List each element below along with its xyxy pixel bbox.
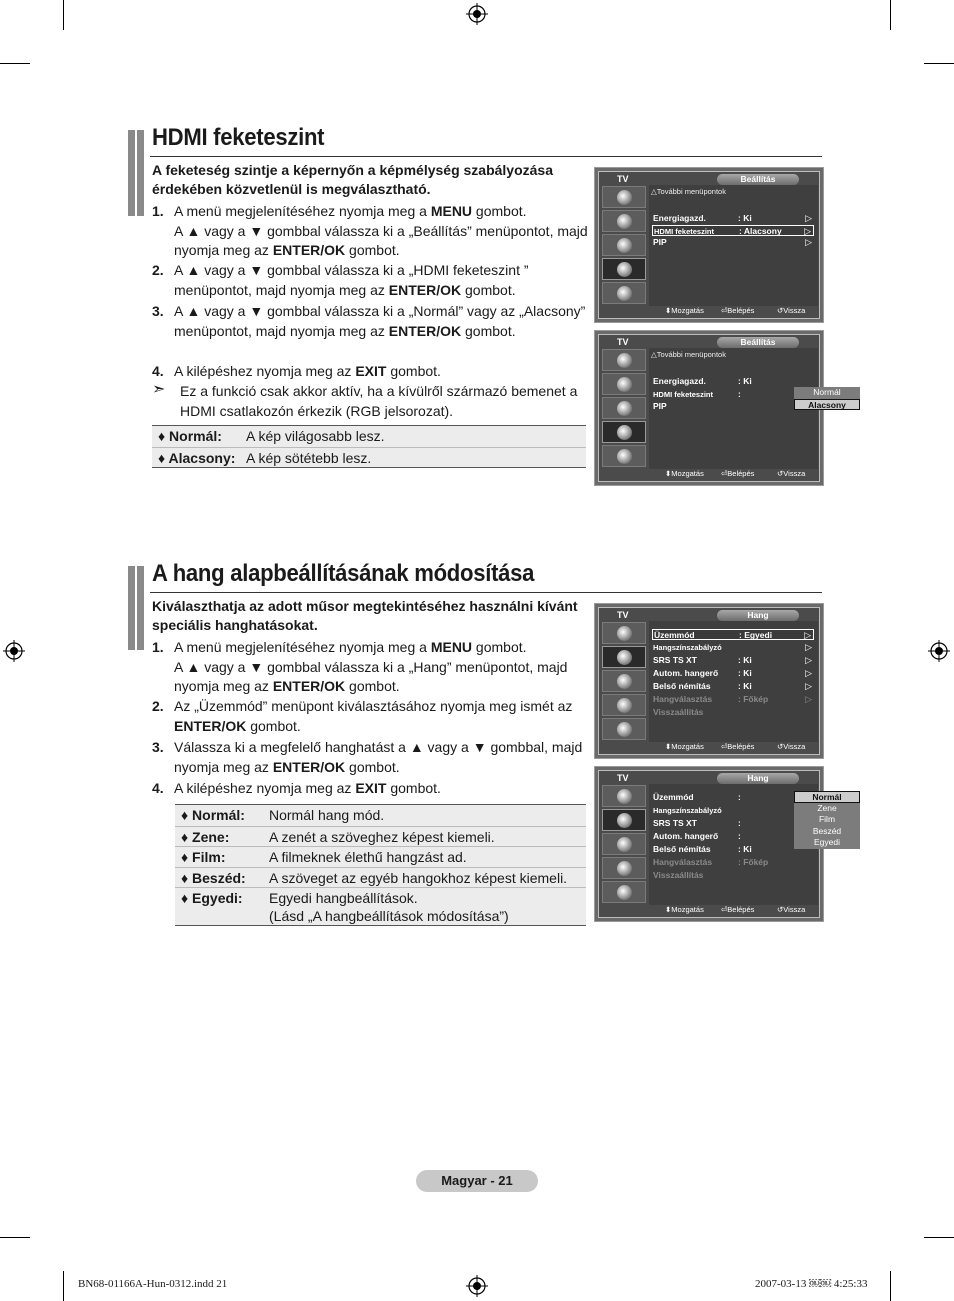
option-popup[interactable] [794,791,860,849]
registration-mark-icon [466,1275,488,1297]
menu-footer: ⬍ Mozgatás ⏎ Belépés ↺ Vissza [665,306,806,315]
section-title: HDMI feketeszint [152,124,325,151]
picture-icon [602,349,646,371]
section-bar [128,566,144,650]
menu-item[interactable]: Hangszínszabályzó ▷ [653,642,812,652]
menu-item[interactable]: Hangszínszabályzó [653,806,722,815]
menu-footer: ⬍ Mozgatás ⏎ Belépés ↺ Vissza [665,742,806,751]
menu-item[interactable]: SRS TS XT : [653,818,741,828]
menu-item[interactable]: Autom. hangerő : [653,831,741,841]
input-icon [602,718,646,740]
section-intro: Kiválaszthatja az adott műsor megtekintéséhez használni kívánt speciális hanghatásokat. [152,598,578,633]
section-title: A hang alapbeállításának módosítása [152,560,535,587]
tv-menu-screen: TV Hang Üzemmód : Hangszínszabályzó SRS TS XT : Autom. hangerő : Belső némítás : Ki Hangválasztás : Főkép Visszaállítás Normál Zene Film Beszéd Egyedi ⬍ Mozgatás ⏎ Belépés ↺ Vissza [594,766,824,922]
note: ➣ Ez a funkció csak akkor aktív, ha a kívülről származó bemenet a HDMI csatlakozón érkezik (RGB jelsorozat). [152,381,578,419]
crop-mark [890,1271,891,1301]
step-2: 2. A ▲ vagy a ▼ gombbal válassza ki a „HDMI feketeszint ” menüpontot, majd nyomja meg az ENTER/OK gombot. [152,262,529,298]
step-1: 1. A menü megjelenítéséhez nyomja meg a MENU gombot. A ▲ vagy a ▼ gombbal válassza ki a „Hang” menüpontot, majd nyomja meg az ENTER/OK gombot. [152,639,568,694]
setup-icon [602,258,646,280]
channel-icon [602,833,646,855]
setup-icon [602,694,646,716]
input-icon [602,282,646,304]
menu-item[interactable]: Belső némítás : Ki ▷ [653,681,812,691]
popup-option[interactable]: Egyedi [814,837,840,847]
crop-mark [63,1271,64,1301]
sound-icon [602,646,646,668]
popup-option[interactable]: Film [818,814,836,824]
sound-icon [602,210,646,232]
menu-item-selected[interactable]: Üzemmód : Egyedi ▷ [652,629,814,640]
popup-option-selected[interactable]: Alacsony [794,399,860,411]
picture-icon [602,186,646,208]
option-row: ♦ Alacsony: A kép sötétebb lesz. [152,447,586,468]
tv-menu-screen: TV Hang Üzemmód : Egyedi ▷ Hangszínszabályzó ▷ SRS TS XT : Ki ▷ Autom. hangerő : Ki ▷ Belső némítás : Ki ▷ Hangválasztás : Főkép ▷ Visszaállítás ⬍ Mozgatás ⏎ Belépés ↺ Vissza [594,603,824,759]
channel-icon [602,234,646,256]
setup-icon [602,857,646,879]
menu-footer: ⬍ Mozgatás ⏎ Belépés ↺ Vissza [665,469,806,478]
step-1: 1. A menü megjelenítéséhez nyomja meg a MENU gombot. A ▲ vagy a ▼ gombbal válassza ki a „Beállítás” menüpontot, majd nyomja meg az ENTER/OK gombot. [152,203,588,258]
option-row: ♦ Normál: A kép világosabb lesz. [158,428,385,444]
crop-mark [890,0,891,30]
crop-mark [63,0,64,30]
crop-mark [0,1237,30,1238]
section-bar [128,130,144,216]
picture-icon [602,622,646,644]
menu-item[interactable]: PIP ▷ [653,237,812,247]
menu-item[interactable]: Belső némítás : Ki [653,844,752,854]
section-intro: A feketeség szintje a képernyőn a képmélység szabályozása érdekében közvetlenül is megválasztható. [152,162,554,197]
step-2: 2. Az „Üzemmód” menüpont kiválasztásához nyomja meg ismét az ENTER/OK gombot. [152,698,573,734]
crop-mark [0,63,30,64]
menu-item-disabled: Hangválasztás : Főkép [653,857,769,867]
note-arrow-icon: ➣ [152,381,166,398]
section-rule [150,156,822,157]
menu-item[interactable]: Üzemmód : [653,792,741,802]
step-4: 4. A kilépéshez nyomja meg az EXIT gombot. [152,780,441,796]
option-row: ♦ Egyedi: Egyedi hangbeállítások. (Lásd „A hangbeállítások módosítása”) [175,887,586,925]
menu-item[interactable]: HDMI feketeszint : [653,389,741,399]
menu-item[interactable]: Energiagazd. : Ki ▷ [653,213,812,223]
menu-icons [600,185,648,306]
popup-option[interactable]: Beszéd [812,825,842,836]
options-table [175,804,586,926]
input-icon [602,881,646,903]
tv-menu-screen: TV Beállítás △További menüpontok Energiagazd. : Ki ▷ HDMI feketeszint : Alacsony ▷ PIP ▷ ⬍ Mozgatás ⏎ Belépés ↺ Vissza [594,167,824,323]
menu-item[interactable]: Energiagazd. : Ki [653,376,752,386]
sound-icon [602,809,646,831]
registration-mark-icon [928,640,950,662]
options-table [152,425,586,468]
section-rule [150,592,822,593]
setup-icon [602,421,646,443]
popup-option-selected[interactable]: Normál [794,791,860,803]
channel-icon [602,397,646,419]
menu-icons [600,621,648,742]
menu-item[interactable]: Autom. hangerő : Ki ▷ [653,668,812,678]
crop-mark [924,1237,954,1238]
menu-item-selected[interactable]: HDMI feketeszint : Alacsony ▷ [652,225,814,236]
step-3: 3. A ▲ vagy a ▼ gombbal válassza ki a „Normál” vagy az „Alacsony” menüpontot, majd nyomja meg az ENTER/OK gombot. [152,303,586,339]
tv-menu-screen: TV Beállítás △További menüpontok Energiagazd. : Ki HDMI feketeszint : PIP Normál Alacsony ⬍ Mozgatás ⏎ Belépés ↺ Vissza [594,330,824,486]
option-row: ♦ Zene: A zenét a szöveghez képest kiemeli. [175,826,586,847]
menu-icons [600,348,648,469]
page-number: Magyar - 21 [416,1170,538,1192]
sound-icon [602,373,646,395]
menu-footer: ⬍ Mozgatás ⏎ Belépés ↺ Vissza [665,905,806,914]
option-row: ♦ Normál: Normál hang mód. [181,807,385,823]
option-row: ♦ Beszéd: A szöveget az egyéb hangokhoz képest kiemeli. [175,867,586,888]
registration-mark-icon [3,640,25,662]
popup-option[interactable]: Normál [813,387,841,397]
registration-mark-icon [466,3,488,25]
input-icon [602,445,646,467]
crop-mark [924,63,954,64]
option-popup[interactable] [794,387,860,410]
menu-item-disabled: Hangválasztás : Főkép ▷ [653,694,812,704]
step-4: 4. A kilépéshez nyomja meg az EXIT gombot. [152,363,441,379]
menu-item[interactable]: PIP [653,401,667,411]
picture-icon [602,785,646,807]
menu-item-disabled: Visszaállítás [653,707,704,717]
option-row: ♦ Film: A filmeknek élethű hangzást ad. [175,846,586,867]
menu-item[interactable]: SRS TS XT : Ki ▷ [653,655,812,665]
date-slug: 2007-03-13 ￼￼ 4:25:33 [755,1278,868,1290]
menu-item-disabled: Visszaállítás [653,870,704,880]
menu-icons [600,784,648,905]
step-3: 3. Válassza ki a megfelelő hanghatást a ▲ vagy a ▼ gombbal, majd nyomja meg az ENTER/OK gombot. [152,739,583,775]
popup-option[interactable]: Zene [817,802,837,813]
channel-icon [602,670,646,692]
file-slug: BN68-01166A-Hun-0312.indd 21 [78,1278,228,1290]
